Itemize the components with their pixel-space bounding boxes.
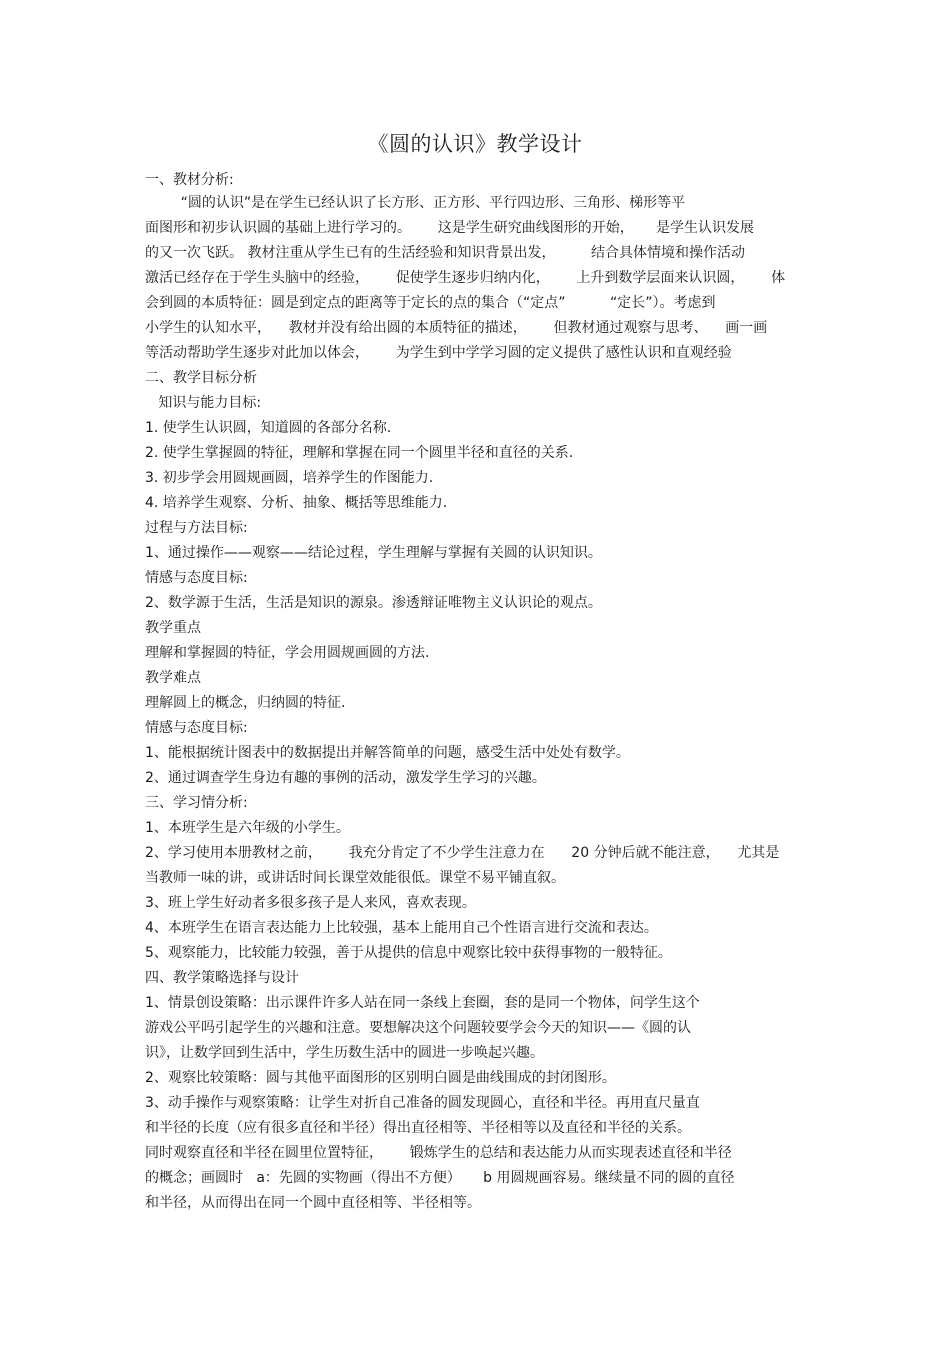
list-item: 4、本班学生在语言表达能力上比较强，基本上能用自己个性语言进行交流和表达。: [145, 920, 658, 936]
text-line: 和半径，从而得出在同一个圆中直径相等、半径相等。: [145, 1195, 481, 1211]
list-item: 1、能根据统计图表中的数据提出并解答简单的问题，感受生活中处处有数学。: [145, 745, 630, 761]
text-line: 游戏公平吗引起学生的兴趣和注意。要想解决这个问题较要学会今天的知识——《圆的认: [145, 1020, 691, 1036]
text-line: 当教师一味的讲，或讲话时间长课堂效能很低。课堂不易平铺直叙。: [145, 870, 565, 886]
document-title: 《圆的认识》教学设计: [367, 132, 583, 156]
subheading: 情感与态度目标:: [145, 720, 248, 736]
text-line: “圆的认识”是在学生已经认识了长方形、正方形、平行四边形、三角形、梯形等平: [145, 195, 686, 211]
text-line: 等活动帮助学生逐步对此加以体会， 为学生到中学学习圆的定义提供了感性认识和直观经验: [145, 345, 732, 361]
list-item: 1. 使学生认识圆，知道圆的各部分名称.: [145, 420, 392, 436]
subheading: 教学难点: [145, 670, 201, 686]
list-item: 3、班上学生好动者多很多孩子是人来风，喜欢表现。: [145, 895, 476, 911]
text-line: 激活已经存在于学生头脑中的经验， 促使学生逐步归纳内化， 上升到数学层面来认识圆， 体: [145, 270, 786, 286]
list-item: 1、情景创设策略：出示课件许多人站在同一条线上套圈，套的是同一个物体，问学生这个: [145, 995, 700, 1011]
subheading: 过程与方法目标:: [145, 520, 248, 536]
text-line: 小学生的认知水平， 教材并没有给出圆的本质特征的描述， 但教材通过观察与思考、 画一画: [145, 320, 768, 336]
list-item: 5、观察能力，比较能力较强，善于从提供的信息中观察比较中获得事物的一般特征。: [145, 945, 672, 961]
text-line: 的概念；画圆时 a：先圆的实物画（得出不方便） b 用圆规画容易。继续量不同的圆的直径: [145, 1170, 735, 1186]
section-heading: 四、教学策略选择与设计: [145, 970, 299, 986]
section-heading: 二、教学目标分析: [145, 370, 257, 386]
text-line: 和半径的长度（应有很多直径和半径）得出直径相等、半径相等以及直径和半径的关系。: [145, 1120, 691, 1136]
subheading: 情感与态度目标:: [145, 570, 248, 586]
list-item: 1、本班学生是六年级的小学生。: [145, 820, 350, 836]
text-line: 的又一次飞跃。 教材注重从学生已有的生活经验和知识背景出发， 结合具体情境和操作活动: [145, 245, 746, 261]
list-item: 2、通过调查学生身边有趣的事例的活动，激发学生学习的兴趣。: [145, 770, 546, 786]
text-line: 识》，让数学回到生活中，学生历数生活中的圆进一步唤起兴趣。: [145, 1045, 544, 1061]
section-heading: 三、学习情分析:: [145, 795, 248, 811]
list-item: 2、观察比较策略：圆与其他平面图形的区别明白圆是曲线围成的封闭图形。: [145, 1070, 616, 1086]
text-line: 会到圆的本质特征：圆是到定点的距离等于定长的点的集合（“定点” “定长”）。考虑到: [145, 295, 716, 311]
text-line: 理解和掌握圆的特征，学会用圆规画圆的方法.: [145, 645, 430, 661]
list-item: 4. 培养学生观察、分析、抽象、概括等思维能力.: [145, 495, 448, 511]
list-item: 2、学习使用本册教材之前， 我充分肯定了不少学生注意力在 20 分钟后就不能注意， 尤其是: [145, 845, 780, 861]
subheading: 教学重点: [145, 620, 201, 636]
list-item: 2. 使学生掌握圆的特征，理解和掌握在同一个圆里半径和直径的关系.: [145, 445, 574, 461]
list-item: 3、动手操作与观察策略：让学生对折自己准备的圆发现圆心，直径和半径。再用直尺量直: [145, 1095, 700, 1111]
list-item: 3. 初步学会用圆规画圆，培养学生的作图能力.: [145, 470, 434, 486]
list-item: 1、通过操作——观察——结论过程，学生理解与掌握有关圆的认识知识。: [145, 545, 602, 561]
subheading: 知识与能力目标:: [145, 395, 262, 411]
text-line: 面图形和初步认识圆的基础上进行学习的。 这是学生研究曲线图形的开始， 是学生认识发展: [145, 220, 754, 236]
text-line: 一、教材分析:: [145, 172, 234, 188]
list-item: 2、数学源于生活，生活是知识的源泉。渗透辩证唯物主义认识论的观点。: [145, 595, 602, 611]
text-line: 理解圆上的概念，归纳圆的特征.: [145, 695, 346, 711]
text-line: 同时观察直径和半径在圆里位置特征， 锻炼学生的总结和表达能力从而实现表述直径和半径: [145, 1145, 732, 1161]
